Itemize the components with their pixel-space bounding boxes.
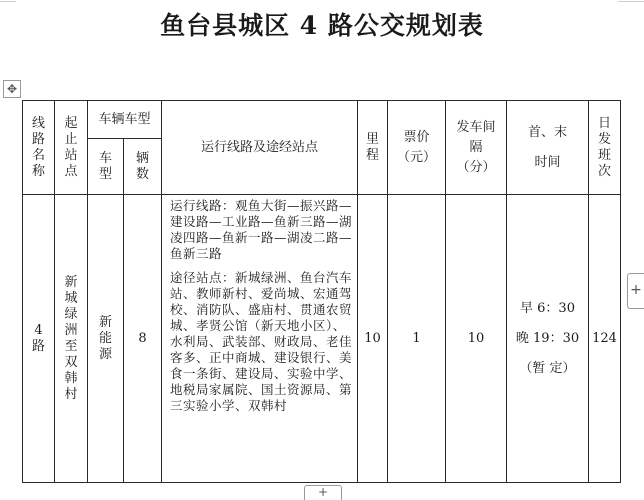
header-daily-trips: 日发班次 xyxy=(589,101,621,195)
cell-start-end: 新城绿洲至双韩村 xyxy=(55,195,88,483)
header-route-stops: 运行线路及途经站点 xyxy=(162,101,358,195)
route-text: 运行线路：观鱼大街—振兴路—建设路—工业路—鱼新三路—湖凌四路—鱼新一路—湖凌二路—鱼新三路 xyxy=(170,198,353,261)
time-note: （暂 定） xyxy=(519,360,576,376)
header-vehicle-model: 车型 xyxy=(88,139,124,195)
top-border-left xyxy=(0,1,16,2)
cell-vehicle-count: 8 xyxy=(124,195,162,483)
header-vehicle-type-group: 车辆车型 xyxy=(88,101,162,139)
cell-first-last-time xyxy=(507,195,589,483)
header-interval: 发车间 隔 （分） xyxy=(446,101,507,195)
cell-route-stops xyxy=(162,195,358,483)
add-column-plus-icon[interactable]: + xyxy=(627,273,644,309)
header-start-end: 起止站点 xyxy=(55,101,88,195)
add-row-plus-icon[interactable]: + xyxy=(304,485,342,500)
stops-text: 途径站点：新城绿洲、鱼台汽车站、教师新村、爱尚城、宏通驾校、消防队、盛庙村、贯通农贸城、孝贤公馆（新天地小区）、水利局、武装部、财政局、老佳客多、正中商城、建设银行、美食一条街、建设局、实验中学、地税局家属院、国土资源局、第三实验小学、双韩村 xyxy=(170,270,353,413)
top-border-right xyxy=(618,1,644,2)
first-time: 早 6：30 xyxy=(520,300,575,316)
page-title: 鱼台县城区 4 路公交规划表 xyxy=(160,11,484,40)
cell-daily-trips: 124 xyxy=(589,195,621,483)
move-arrows-icon[interactable]: ✥ xyxy=(3,80,21,98)
header-first-last-time: 首、末 时间 xyxy=(507,101,589,195)
cell-fare: 1 xyxy=(388,195,446,483)
header-line-name: 线路名称 xyxy=(23,101,55,195)
header-vehicle-count: 辆数 xyxy=(124,139,162,195)
cell-mileage: 10 xyxy=(358,195,388,483)
cell-line-name: 4 路 xyxy=(23,195,55,483)
bus-route-table xyxy=(22,100,621,483)
header-mileage: 里程 xyxy=(358,101,388,195)
header-fare: 票价 （元） xyxy=(388,101,446,195)
cell-interval: 10 xyxy=(446,195,507,483)
last-time: 晚 19：30 xyxy=(515,330,580,346)
cell-vehicle-model: 新能源 xyxy=(88,195,124,483)
